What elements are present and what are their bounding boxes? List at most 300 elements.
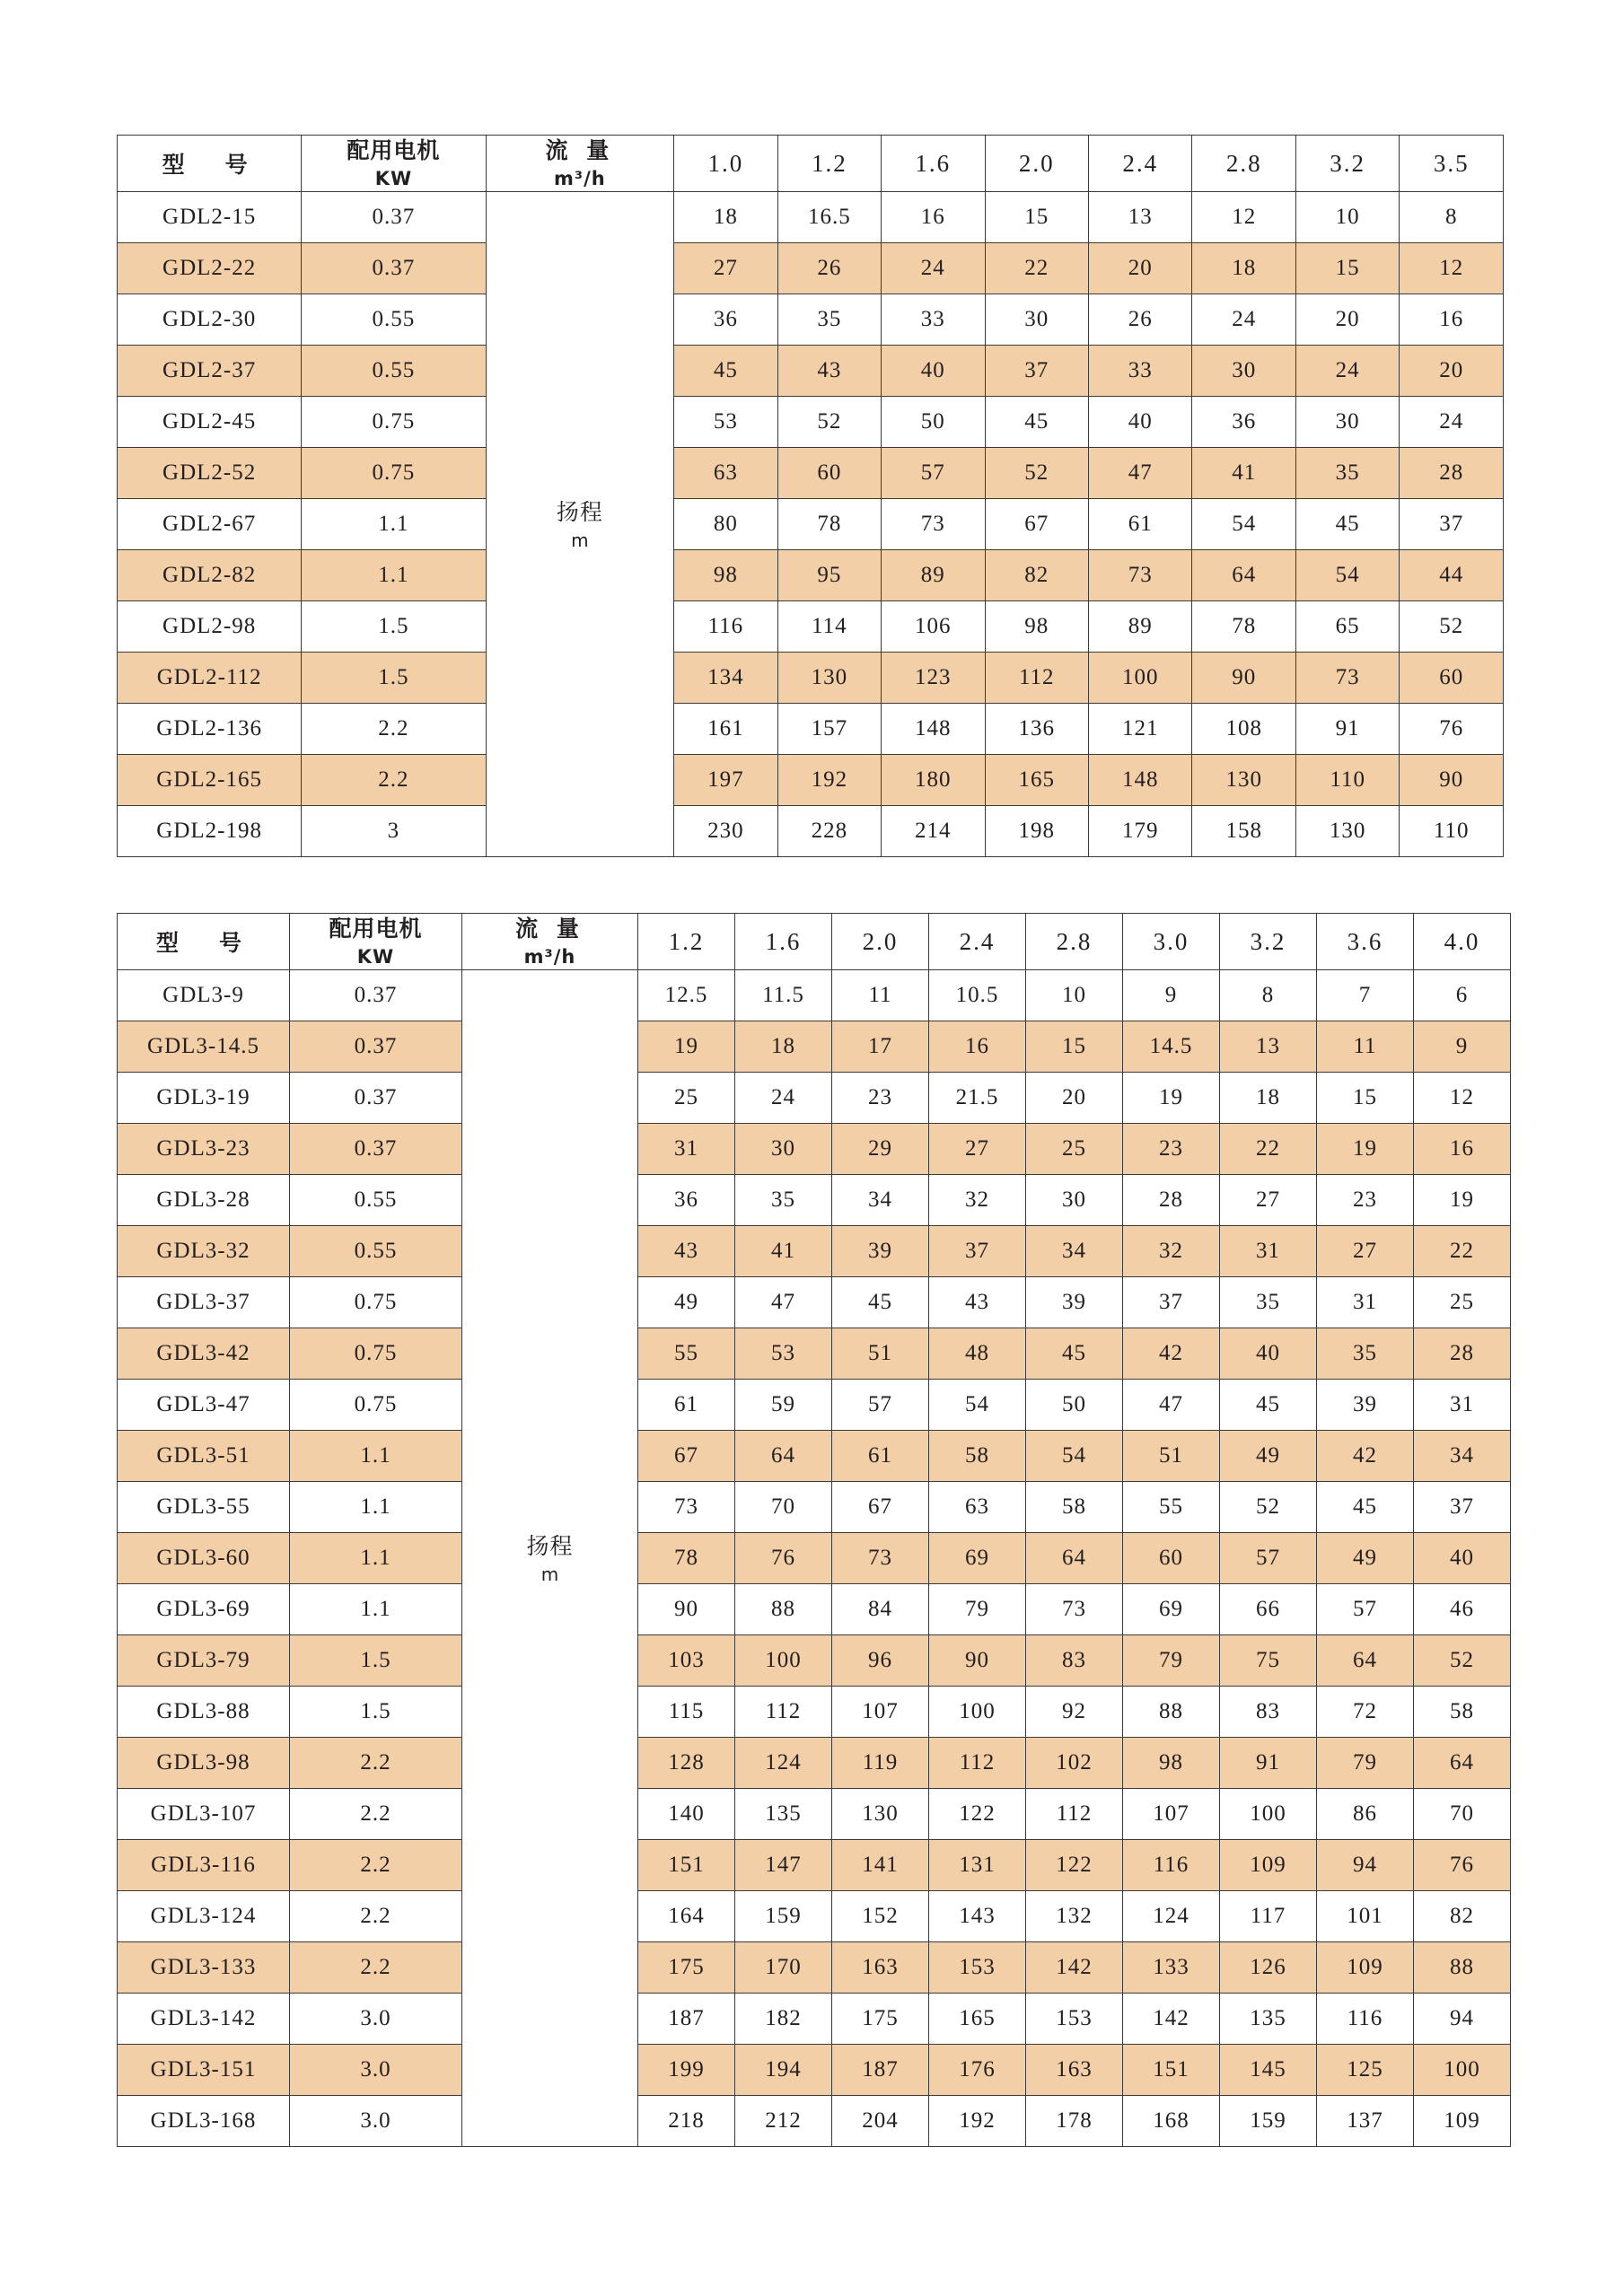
cell-head-value: 59 (735, 1380, 832, 1431)
cell-head-value: 34 (1414, 1431, 1511, 1482)
table-row (118, 1431, 1511, 1482)
cell-model: GDL3-69 (118, 1584, 290, 1635)
cell-head-value: 119 (832, 1738, 929, 1789)
cell-model: GDL3-23 (118, 1124, 290, 1175)
cell-head-label (462, 970, 638, 2147)
cell-head-value: 19 (1414, 1175, 1511, 1226)
cell-head-value: 107 (1123, 1789, 1220, 1840)
cell-motor-power: 1.1 (302, 499, 486, 550)
cell-head-value: 116 (1317, 1994, 1414, 2045)
cell-head-value: 69 (1123, 1584, 1220, 1635)
cell-motor-power: 2.2 (290, 1891, 462, 1942)
cell-head-value: 91 (1295, 704, 1399, 755)
cell-head-value: 76 (1400, 704, 1504, 755)
cell-head-value: 24 (1295, 346, 1399, 397)
cell-head-value: 100 (1414, 2045, 1511, 2096)
cell-model: GDL3-79 (118, 1635, 290, 1687)
cell-head-value: 198 (985, 806, 1088, 857)
cell-head-value: 79 (929, 1584, 1026, 1635)
cell-head-value: 29 (832, 1124, 929, 1175)
cell-head-value: 197 (674, 755, 777, 806)
header-flow-rate: 3.5 (1400, 136, 1504, 192)
cell-motor-power: 0.75 (290, 1380, 462, 1431)
table-row (118, 1175, 1511, 1226)
cell-head-value: 88 (735, 1584, 832, 1635)
header-flow-rate: 2.4 (1089, 136, 1192, 192)
cell-head-value: 75 (1220, 1635, 1317, 1687)
cell-head-value: 131 (929, 1840, 1026, 1891)
cell-model: GDL2-22 (118, 243, 302, 294)
cell-motor-power: 3 (302, 806, 486, 857)
cell-head-value: 48 (929, 1328, 1026, 1380)
table-row (118, 970, 1511, 1021)
cell-head-value: 19 (1123, 1073, 1220, 1124)
cell-head-value: 22 (985, 243, 1088, 294)
cell-head-value: 126 (1220, 1942, 1317, 1994)
table-row (118, 192, 1504, 243)
header-flow-line1: 流 量 (515, 916, 584, 942)
cell-head-value: 100 (735, 1635, 832, 1687)
cell-head-value: 130 (1192, 755, 1295, 806)
cell-head-value: 55 (1123, 1482, 1220, 1533)
cell-head-value: 204 (832, 2096, 929, 2147)
cell-head-value: 16 (929, 1021, 1026, 1073)
cell-head-value: 50 (882, 397, 985, 448)
cell-model: GDL2-52 (118, 448, 302, 499)
cell-head-value: 52 (1220, 1482, 1317, 1533)
cell-head-value: 73 (1295, 653, 1399, 704)
cell-head-value: 117 (1220, 1891, 1317, 1942)
cell-head-value: 19 (1317, 1124, 1414, 1175)
table-header-row (118, 914, 1511, 970)
cell-head-value: 141 (832, 1840, 929, 1891)
cell-head-value: 142 (1026, 1942, 1123, 1994)
cell-head-value: 40 (1089, 397, 1192, 448)
cell-head-value: 130 (777, 653, 881, 704)
cell-head-value: 135 (1220, 1994, 1317, 2045)
header-flow-rate: 2.0 (832, 914, 929, 970)
header-flow-rate: 1.2 (638, 914, 735, 970)
table-row (118, 806, 1504, 857)
header-motor-power (290, 914, 462, 970)
cell-head-value: 86 (1317, 1789, 1414, 1840)
table-row (118, 1124, 1511, 1175)
cell-head-value: 98 (1123, 1738, 1220, 1789)
cell-motor-power: 1.1 (290, 1482, 462, 1533)
cell-head-value: 163 (832, 1942, 929, 1994)
header-motor-power-line1: 配用电机 (329, 916, 423, 942)
cell-head-value: 145 (1220, 2045, 1317, 2096)
cell-motor-power: 3.0 (290, 2045, 462, 2096)
cell-head-value: 175 (832, 1994, 929, 2045)
cell-head-value: 36 (674, 294, 777, 346)
cell-motor-power: 0.37 (290, 970, 462, 1021)
header-flow-rate: 3.0 (1123, 914, 1220, 970)
header-flow (462, 914, 638, 970)
cell-motor-power: 0.55 (302, 346, 486, 397)
cell-head-value: 96 (832, 1635, 929, 1687)
cell-head-value: 28 (1400, 448, 1504, 499)
cell-head-value: 163 (1026, 2045, 1123, 2096)
cell-head-value: 123 (882, 653, 985, 704)
cell-head-value: 107 (832, 1687, 929, 1738)
cell-motor-power: 2.2 (302, 704, 486, 755)
cell-head-value: 73 (1089, 550, 1192, 601)
cell-head-value: 90 (638, 1584, 735, 1635)
cell-head-value: 112 (735, 1687, 832, 1738)
cell-head-value: 114 (777, 601, 881, 653)
cell-head-value: 30 (1295, 397, 1399, 448)
cell-motor-power: 1.1 (290, 1533, 462, 1584)
cell-head-value: 11 (832, 970, 929, 1021)
gdl3-performance-table (117, 913, 1511, 2147)
header-model: 型 号 (118, 136, 302, 192)
cell-head-value: 112 (929, 1738, 1026, 1789)
cell-model: GDL2-112 (118, 653, 302, 704)
cell-head-value: 192 (929, 2096, 1026, 2147)
cell-motor-power: 0.75 (290, 1277, 462, 1328)
cell-model: GDL2-198 (118, 806, 302, 857)
cell-head-value: 34 (1026, 1226, 1123, 1277)
table-row (118, 1942, 1511, 1994)
cell-head-value: 53 (674, 397, 777, 448)
cell-head-value: 31 (638, 1124, 735, 1175)
cell-model: GDL3-28 (118, 1175, 290, 1226)
cell-head-value: 79 (1317, 1738, 1414, 1789)
cell-head-value: 142 (1123, 1994, 1220, 2045)
table-row (118, 601, 1504, 653)
cell-head-value: 153 (929, 1942, 1026, 1994)
cell-head-value: 17 (832, 1021, 929, 1073)
cell-head-value: 55 (638, 1328, 735, 1380)
cell-head-value: 41 (1192, 448, 1295, 499)
cell-motor-power: 2.2 (290, 1840, 462, 1891)
cell-head-value: 72 (1317, 1687, 1414, 1738)
cell-model: GDL3-55 (118, 1482, 290, 1533)
cell-head-value: 158 (1192, 806, 1295, 857)
cell-head-value: 98 (674, 550, 777, 601)
cell-head-value: 83 (1026, 1635, 1123, 1687)
cell-model: GDL3-42 (118, 1328, 290, 1380)
head-label-unit: m (571, 529, 589, 551)
cell-head-value: 89 (882, 550, 985, 601)
cell-head-value: 112 (985, 653, 1088, 704)
cell-head-value: 98 (985, 601, 1088, 653)
cell-head-value: 148 (1089, 755, 1192, 806)
cell-head-value: 176 (929, 2045, 1026, 2096)
table-row (118, 1226, 1511, 1277)
cell-model: GDL3-133 (118, 1942, 290, 1994)
cell-model: GDL3-60 (118, 1533, 290, 1584)
cell-head-value: 199 (638, 2045, 735, 2096)
cell-head-value: 31 (1317, 1277, 1414, 1328)
cell-motor-power: 1.5 (290, 1635, 462, 1687)
cell-head-value: 26 (1089, 294, 1192, 346)
cell-head-value: 151 (638, 1840, 735, 1891)
cell-head-value: 147 (735, 1840, 832, 1891)
cell-head-value: 57 (882, 448, 985, 499)
cell-model: GDL3-19 (118, 1073, 290, 1124)
cell-head-value: 49 (1220, 1431, 1317, 1482)
cell-head-value: 80 (674, 499, 777, 550)
cell-head-value: 58 (929, 1431, 1026, 1482)
table-row (118, 243, 1504, 294)
cell-head-value: 143 (929, 1891, 1026, 1942)
table-row (118, 1738, 1511, 1789)
cell-head-value: 64 (735, 1431, 832, 1482)
cell-head-value: 52 (1414, 1635, 1511, 1687)
cell-model: GDL3-47 (118, 1380, 290, 1431)
cell-head-value: 187 (832, 2045, 929, 2096)
cell-head-value: 112 (1026, 1789, 1123, 1840)
cell-head-value: 14.5 (1123, 1021, 1220, 1073)
cell-model: GDL3-168 (118, 2096, 290, 2147)
cell-head-value: 47 (735, 1277, 832, 1328)
cell-head-value: 153 (1026, 1994, 1123, 2045)
cell-head-value: 178 (1026, 2096, 1123, 2147)
header-flow-rate: 3.6 (1317, 914, 1414, 970)
header-motor-power-line1: 配用电机 (347, 137, 441, 163)
cell-head-value: 30 (735, 1124, 832, 1175)
header-model: 型 号 (118, 914, 290, 970)
cell-head-value: 214 (882, 806, 985, 857)
cell-head-value: 70 (735, 1482, 832, 1533)
cell-head-value: 135 (735, 1789, 832, 1840)
cell-head-value: 67 (832, 1482, 929, 1533)
cell-head-value: 25 (1026, 1124, 1123, 1175)
cell-head-value: 103 (638, 1635, 735, 1687)
table-row (118, 2096, 1511, 2147)
cell-head-value: 54 (1026, 1431, 1123, 1482)
cell-head-value: 102 (1026, 1738, 1123, 1789)
cell-model: GDL2-67 (118, 499, 302, 550)
cell-head-value: 165 (985, 755, 1088, 806)
table-row (118, 1687, 1511, 1738)
table-row (118, 499, 1504, 550)
cell-head-value: 122 (929, 1789, 1026, 1840)
cell-head-value: 187 (638, 1994, 735, 2045)
cell-head-value: 20 (1089, 243, 1192, 294)
cell-head-value: 25 (638, 1073, 735, 1124)
cell-head-value: 53 (735, 1328, 832, 1380)
cell-head-value: 90 (929, 1635, 1026, 1687)
header-flow-line1: 流 量 (545, 137, 615, 163)
cell-head-value: 170 (735, 1942, 832, 1994)
cell-motor-power: 1.5 (290, 1687, 462, 1738)
cell-head-value: 43 (929, 1277, 1026, 1328)
cell-head-value: 12 (1192, 192, 1295, 243)
cell-head-label (486, 192, 674, 857)
header-flow-rate: 1.6 (882, 136, 985, 192)
cell-head-value: 164 (638, 1891, 735, 1942)
cell-model: GDL3-142 (118, 1994, 290, 2045)
cell-head-value: 61 (832, 1431, 929, 1482)
cell-model: GDL2-136 (118, 704, 302, 755)
table-row (118, 294, 1504, 346)
cell-head-value: 42 (1123, 1328, 1220, 1380)
cell-model: GDL3-88 (118, 1687, 290, 1738)
cell-head-value: 64 (1414, 1738, 1511, 1789)
header-motor-power-unit: KW (356, 945, 395, 968)
cell-head-value: 132 (1026, 1891, 1123, 1942)
cell-head-value: 168 (1123, 2096, 1220, 2147)
cell-motor-power: 1.5 (302, 601, 486, 653)
cell-head-value: 15 (1317, 1073, 1414, 1124)
cell-model: GDL3-116 (118, 1840, 290, 1891)
cell-head-value: 73 (832, 1533, 929, 1584)
cell-head-value: 37 (929, 1226, 1026, 1277)
cell-head-value: 54 (929, 1380, 1026, 1431)
cell-motor-power: 1.1 (290, 1584, 462, 1635)
cell-model: GDL3-32 (118, 1226, 290, 1277)
cell-head-value: 116 (674, 601, 777, 653)
header-flow (486, 136, 674, 192)
cell-head-value: 35 (1295, 448, 1399, 499)
cell-head-value: 69 (929, 1533, 1026, 1584)
cell-head-value: 11.5 (735, 970, 832, 1021)
cell-head-value: 89 (1089, 601, 1192, 653)
cell-model: GDL3-107 (118, 1789, 290, 1840)
cell-head-value: 41 (735, 1226, 832, 1277)
cell-head-value: 136 (985, 704, 1088, 755)
table-row (118, 1328, 1511, 1380)
cell-head-value: 12 (1400, 243, 1504, 294)
cell-head-value: 10 (1026, 970, 1123, 1021)
cell-head-value: 60 (1123, 1533, 1220, 1584)
cell-head-value: 47 (1089, 448, 1192, 499)
cell-motor-power: 0.55 (302, 294, 486, 346)
header-flow-rate: 4.0 (1414, 914, 1511, 970)
cell-head-value: 22 (1220, 1124, 1317, 1175)
cell-head-value: 42 (1317, 1431, 1414, 1482)
cell-motor-power: 0.37 (290, 1073, 462, 1124)
cell-head-value: 18 (674, 192, 777, 243)
cell-head-value: 84 (832, 1584, 929, 1635)
table-row (118, 1482, 1511, 1533)
cell-head-value: 20 (1026, 1073, 1123, 1124)
cell-head-value: 73 (882, 499, 985, 550)
cell-head-value: 124 (1123, 1891, 1220, 1942)
cell-head-value: 148 (882, 704, 985, 755)
cell-model: GDL2-45 (118, 397, 302, 448)
table-row (118, 1635, 1511, 1687)
table-row (118, 346, 1504, 397)
cell-head-value: 175 (638, 1942, 735, 1994)
cell-head-value: 45 (832, 1277, 929, 1328)
table-row (118, 1277, 1511, 1328)
cell-head-value: 125 (1317, 2045, 1414, 2096)
table-row (118, 1021, 1511, 1073)
cell-head-value: 31 (1220, 1226, 1317, 1277)
header-flow-rate: 1.0 (674, 136, 777, 192)
header-flow-unit: m³/h (523, 945, 576, 968)
cell-head-value: 35 (777, 294, 881, 346)
cell-head-value: 24 (1400, 397, 1504, 448)
cell-head-value: 45 (985, 397, 1088, 448)
header-flow-rate: 3.2 (1295, 136, 1399, 192)
cell-head-value: 37 (1123, 1277, 1220, 1328)
cell-head-value: 6 (1414, 970, 1511, 1021)
cell-head-value: 15 (1026, 1021, 1123, 1073)
cell-head-value: 134 (674, 653, 777, 704)
cell-head-value: 35 (1220, 1277, 1317, 1328)
cell-head-value: 51 (1123, 1431, 1220, 1482)
cell-head-value: 79 (1123, 1635, 1220, 1687)
cell-head-value: 45 (1317, 1482, 1414, 1533)
cell-head-value: 37 (1400, 499, 1504, 550)
cell-head-value: 43 (638, 1226, 735, 1277)
cell-model: GDL2-30 (118, 294, 302, 346)
cell-head-value: 76 (735, 1533, 832, 1584)
cell-model: GDL3-14.5 (118, 1021, 290, 1073)
head-label-line1: 扬程 (526, 1532, 574, 1559)
cell-motor-power: 0.37 (290, 1021, 462, 1073)
cell-head-value: 140 (638, 1789, 735, 1840)
table-row (118, 755, 1504, 806)
cell-head-value: 130 (1295, 806, 1399, 857)
cell-head-value: 109 (1220, 1840, 1317, 1891)
cell-head-value: 45 (674, 346, 777, 397)
cell-head-value: 32 (1123, 1226, 1220, 1277)
cell-head-value: 52 (777, 397, 881, 448)
cell-motor-power: 0.37 (302, 192, 486, 243)
cell-head-value: 83 (1220, 1687, 1317, 1738)
cell-head-value: 50 (1026, 1380, 1123, 1431)
cell-head-value: 24 (1192, 294, 1295, 346)
cell-head-value: 73 (1026, 1584, 1123, 1635)
cell-head-value: 151 (1123, 2045, 1220, 2096)
header-flow-rate: 2.0 (985, 136, 1088, 192)
cell-head-value: 228 (777, 806, 881, 857)
cell-motor-power: 2.2 (290, 1942, 462, 1994)
header-flow-rate: 3.2 (1220, 914, 1317, 970)
cell-model: GDL2-165 (118, 755, 302, 806)
cell-motor-power: 0.37 (290, 1124, 462, 1175)
cell-head-value: 20 (1400, 346, 1504, 397)
cell-head-value: 30 (985, 294, 1088, 346)
cell-head-value: 159 (1220, 2096, 1317, 2147)
cell-head-value: 78 (1192, 601, 1295, 653)
cell-head-value: 15 (985, 192, 1088, 243)
cell-head-value: 30 (1026, 1175, 1123, 1226)
cell-head-value: 27 (1317, 1226, 1414, 1277)
cell-head-value: 22 (1414, 1226, 1511, 1277)
cell-head-value: 109 (1414, 2096, 1511, 2147)
cell-head-value: 78 (638, 1533, 735, 1584)
cell-head-value: 212 (735, 2096, 832, 2147)
table-row (118, 1584, 1511, 1635)
cell-head-value: 121 (1089, 704, 1192, 755)
header-motor-power-unit: KW (374, 167, 413, 189)
cell-head-value: 133 (1123, 1942, 1220, 1994)
cell-model: GDL3-98 (118, 1738, 290, 1789)
cell-head-value: 16 (1414, 1124, 1511, 1175)
cell-head-value: 46 (1414, 1584, 1511, 1635)
cell-head-value: 180 (882, 755, 985, 806)
cell-head-value: 8 (1400, 192, 1504, 243)
header-motor-power (302, 136, 486, 192)
cell-motor-power: 0.75 (290, 1328, 462, 1380)
cell-head-value: 73 (638, 1482, 735, 1533)
cell-head-value: 39 (1026, 1277, 1123, 1328)
cell-head-value: 109 (1317, 1942, 1414, 1994)
header-flow-rate: 1.2 (777, 136, 881, 192)
cell-head-value: 25 (1414, 1277, 1511, 1328)
cell-head-value: 54 (1192, 499, 1295, 550)
cell-model: GDL3-37 (118, 1277, 290, 1328)
cell-head-value: 101 (1317, 1891, 1414, 1942)
cell-model: GDL2-98 (118, 601, 302, 653)
